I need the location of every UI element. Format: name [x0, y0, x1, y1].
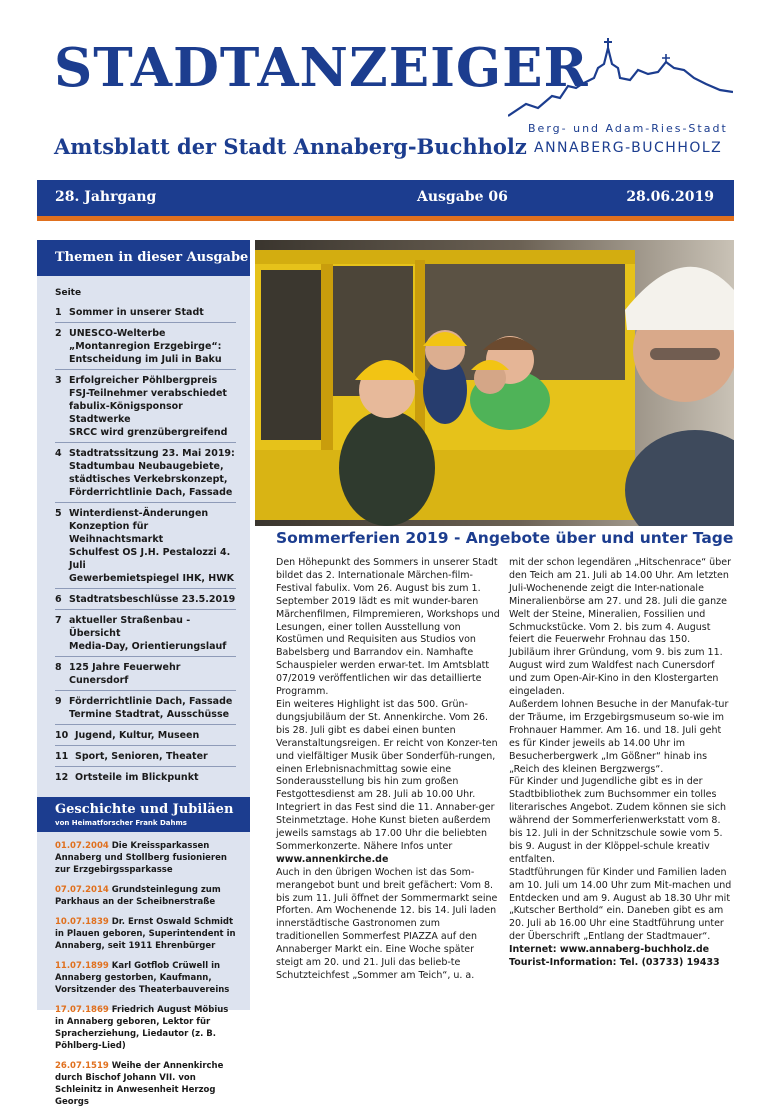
internet-link[interactable] — [509, 944, 733, 957]
toc-item[interactable] — [55, 691, 236, 725]
toc-entry-text: Stadtratsbeschlüsse 23.5.2019 — [69, 594, 236, 605]
history-section-title: Geschichte und Jubiläen — [55, 802, 234, 817]
issue-date: 28.06.2019 — [626, 189, 714, 205]
history-date: 07.07.2014 — [55, 885, 109, 895]
newspaper-subtitle: Amtsblatt der Stadt Annaberg-Buchholz — [54, 134, 527, 159]
toc-page-number: 5 — [55, 508, 62, 519]
toc-item[interactable] — [55, 767, 236, 787]
toc-entry-text: Winterdienst-Änderungen Konzeption für Weihnachtsmarkt Schulfest OS J.H. Pestalozzi 4. Juli Gewerbemietspiegel IHK, HWK — [69, 508, 235, 584]
history-text: Weihe der Annenkirche durch Bischof Johann VII. von Schleinitz in Anwesenheit Herzog Georgs — [55, 1061, 224, 1107]
newspaper-title: STADTANZEIGER — [54, 37, 589, 99]
history-text: Friedrich August Möbius in Annaberg geboren, Lektor für Spracherziehung, Liedautor (z. B. Pöhlberg-Lied) — [55, 1005, 229, 1051]
toc-entry-text: Jugend, Kultur, Museen — [75, 730, 200, 741]
table-of-contents — [55, 302, 236, 787]
toc-page-number: 4 — [55, 448, 62, 459]
toc-page-number: 2 — [55, 328, 62, 339]
toc-entry-text: Erfolgreicher Pöhlbergpreis FSJ-Teilnehmer verabschiedet fabulix-Königsponsor Stadtwerke SRCC wird grenzübergreifend — [69, 375, 228, 438]
article-headline: Sommerferien 2019 - Angebote über und unter Tage — [276, 529, 734, 547]
history-date: 01.07.2004 — [55, 841, 109, 851]
toc-page-number: 10 — [55, 730, 69, 741]
article-paragraph: Den Höhepunkt des Sommers in unserer Stadt bildet das 2. Internationale Märchen-film-Festival fabulix. Vom 26. August bis zum 1. September 2019 lädt es mit wunder-baren Märchenfilmen, Filmpremieren, Workshops und Lesungen, einer tollen Ausstellung von Kostümen und Requisiten aus Studios von Babelsberg und Barrandov ein. Namhafte Schauspieler werden erwar-tet. Im Amtsblatt 07/2019 veröffentlichen wir das detaillierte Programm. — [276, 557, 500, 698]
internet-text: Internet: www.annaberg-buchholz.de — [509, 944, 710, 956]
history-section-header — [37, 797, 250, 832]
mine-train-photo — [255, 240, 734, 526]
toc-item[interactable] — [55, 589, 236, 610]
issue-year: 28. Jahrgang — [55, 189, 157, 205]
history-text: Dr. Ernst Oswald Schmidt in Plauen geboren, Superintendent in Annaberg, seit 1911 Ehrenbürger — [55, 917, 236, 951]
tourist-text: Tourist-Information: Tel. (03733) 19433 — [509, 957, 720, 969]
history-list — [55, 840, 236, 1108]
mine-train-illustration-icon — [255, 240, 734, 526]
masthead — [0, 0, 770, 176]
toc-entry-text: UNESCO-Welterbe „Montanregion Erzgebirge“: Entscheidung im Juli in Baku — [69, 328, 222, 365]
toc-entry-text: 125 Jahre Feuerwehr Cunersdorf — [69, 662, 181, 686]
toc-item[interactable] — [55, 370, 236, 443]
history-text: Karl Gotflob Crüwell in Annaberg gestorben, Kaufmann, Vorsitzender des Theaterbauvereins — [55, 961, 230, 995]
town-tagline: Berg- und Adam-Ries-Stadt — [528, 122, 728, 135]
history-date: 26.07.1519 — [55, 1061, 109, 1071]
history-text: Die Kreissparkassen Annaberg und Stollberg fusionieren zur Erzgebirgssparkasse — [55, 841, 227, 875]
history-entry — [55, 916, 236, 952]
history-date: 10.07.1839 — [55, 917, 109, 927]
toc-page-number: 7 — [55, 615, 62, 626]
toc-entry-text: Förderrichtlinie Dach, Fassade Termine Stadtrat, Ausschüsse — [69, 696, 233, 720]
article-paragraph: mit der schon legendären „Hitschenrace“ über den Teich am 21. Juli ab 14.00 Uhr. Am letzten Juli-Wochenende zeigt die Inter-nationale Mineralienbörse am 27. und 28. Juli die ganze Welt der Steine, Mineralien, Fossilien und Schmuckstücke. Vom 2. bis zum 4. August feiert die Feuerwehr Frohnau das 150. Jubiläum ihrer Gründung, vom 9. bis zum 11. August wird zum Waldfest nach Cunersdorf und zum Open-Air-Kino in den Klostergarten eingeladen. — [509, 557, 731, 698]
toc-page-number: 6 — [55, 594, 62, 605]
toc-entry-text: Sport, Senioren, Theater — [75, 751, 208, 762]
article-paragraph: Auch in den übrigen Wochen ist das Som-merangebot bunt und breit gefächert: Vom 8. bis zum 11. Juli öffnet der Sommermarkt seine Pforten. Am Wochenende 12. bis 14. Juli laden innerstädtische Gastronomen zum traditionellen Sommerfest PIAZZA auf den Annaberger Markt ein. Eine Woche später steigt am 20. und 21. Juli das belieb-te Schutzteichfest „Sommer am Teich“, u. a. — [276, 866, 498, 981]
toc-page-number: 1 — [55, 307, 62, 318]
history-entry — [55, 1060, 236, 1108]
annenkirche-link[interactable]: www.annenkirche.de — [276, 853, 389, 865]
page-label: Seite — [55, 288, 82, 298]
toc-item[interactable] — [55, 657, 236, 691]
toc-page-number: 12 — [55, 772, 69, 783]
toc-entry-text: aktueller Straßenbau - Übersicht Media-Day, Orientierungslauf — [69, 615, 227, 652]
toc-item[interactable] — [55, 443, 236, 503]
toc-page-number: 11 — [55, 751, 69, 762]
history-date: 17.07.1869 — [55, 1005, 109, 1015]
town-name: ANNABERG-BUCHHOLZ — [534, 140, 723, 156]
article-column-1 — [276, 557, 500, 983]
history-entry — [55, 960, 236, 996]
article-column-2 — [509, 557, 733, 970]
history-entry — [55, 884, 236, 908]
toc-entry-text: Stadtratssitzung 23. Mai 2019: Stadtumbau Neubaugebiete, städtisches Verkebrskonzept, Förderrichtlinie Dach, Fassade — [69, 448, 235, 498]
history-entry — [55, 1004, 236, 1052]
toc-item[interactable] — [55, 746, 236, 767]
contents-heading: Themen in dieser Ausgabe — [37, 240, 250, 276]
history-section-author: von Heimatforscher Frank Dahms — [55, 819, 187, 827]
article-paragraph: Stadtführungen für Kinder und Familien laden am 10. Juli um 14.00 Uhr zum Mit-machen und Entdecken und am 9. August ab 18.30 Uhr mit „Kutscher Berthold“ ein. Daneben gibt es am 20. Juli ab 16.00 Uhr eine Stadtführung unter der Überschrift „Entlang der Stadtmauer“. — [509, 866, 732, 943]
toc-item[interactable] — [55, 503, 236, 589]
toc-entry-text: Ortsteile im Blickpunkt — [75, 772, 199, 783]
toc-item[interactable] — [55, 610, 236, 657]
history-date: 11.07.1899 — [55, 961, 109, 971]
town-skyline-logo-icon — [508, 38, 733, 118]
article-text: Ein weiteres Highlight ist das 500. Grün-dungsjubiläum der St. Annenkirche. Vom 26. bis 28. Juli gibt es dabei einen bunten Veranstaltungsreigen. Er reicht von Konzer-ten und vielfältiger Musik über Sonderfüh-rungen, einen Erlebnisnachmittag sowie eine Sonderausstellung bis hin zum großen Festgottesdienst am 28. Juli ab 10.00 Uhr. Integriert in das Fest sind die 11. Annaber-ger Steinmetztage. Hohe Kunst bieten außerdem jeweils samstags ab 17.00 Uhr die beliebten Sommerkonzerte. Nähere Infos unter — [276, 698, 498, 852]
toc-item[interactable] — [55, 302, 236, 323]
history-entry — [55, 840, 236, 876]
issue-info-bar — [37, 180, 734, 221]
article-paragraph — [276, 699, 500, 867]
article-paragraph: Außerdem lohnen Besuche in der Manufak-tur der Träume, im Erzgebirgsmuseum so-wie im Frohnauer Hammer. Am 16. und 18. Juli geht es für Kinder jeweils ab 14.00 Uhr im Besucherbergwerk „Im Gößner“ hinab ins „Reich des kleinen Bergzwergs“. — [509, 698, 729, 775]
contents-sidebar — [37, 240, 250, 1107]
toc-entry-text: Sommer in unserer Stadt — [69, 307, 204, 318]
toc-item[interactable] — [55, 323, 236, 370]
history-text: Grundsteinlegung zum Parkhaus an der Scheibnerstraße — [55, 885, 221, 907]
issue-number: Ausgabe 06 — [417, 189, 508, 205]
toc-page-number: 3 — [55, 375, 62, 386]
tourist-info — [509, 957, 733, 970]
toc-page-number: 9 — [55, 696, 62, 707]
toc-item[interactable] — [55, 725, 236, 746]
article-paragraph: Für Kinder und Jugendliche gibt es in der Stadtbibliothek zum Buchsommer ein tolles literarisches Angebot. Zudem können sie sich während der Sommerferienwerkstatt vom 8. bis 12. Juli in der Schnitzschule sowie vom 5. bis 9. August in der Klöppel-schule kreativ entfalten. — [509, 776, 726, 865]
toc-page-number: 8 — [55, 662, 62, 673]
